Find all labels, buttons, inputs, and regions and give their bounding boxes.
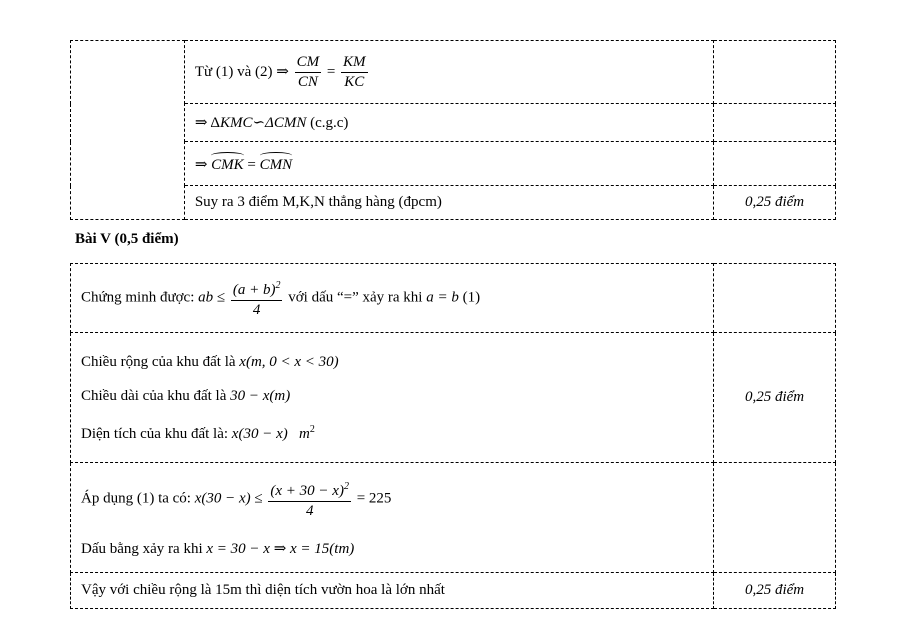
exponent: 2 <box>275 280 281 291</box>
step-text: (c.g.c) <box>306 115 349 131</box>
step-cell <box>184 142 713 186</box>
step-text: ⇒ <box>194 157 212 173</box>
step-math: = 225 <box>352 489 392 506</box>
empty-cell <box>71 41 185 220</box>
score-cell <box>714 463 836 573</box>
unit: m <box>298 425 310 442</box>
step-cell <box>184 104 713 142</box>
line <box>81 539 703 559</box>
solution-table-part4 <box>70 40 836 220</box>
fraction-numerator: CM <box>295 53 322 73</box>
score-cell <box>714 104 836 142</box>
numerator-text: (x + 30 − x) <box>270 482 344 499</box>
step-text: ⇒ Δ <box>194 115 220 131</box>
step-text: Áp dụng (1) ta có: <box>81 489 195 506</box>
table-row <box>71 463 836 573</box>
table-row <box>71 41 836 104</box>
score-cell <box>714 41 836 104</box>
step-cell <box>71 333 714 463</box>
conclusion-cell: Vậy với chiều rộng là 15m thì diện tích vườn hoa là lớn nhất <box>71 573 714 609</box>
score-cell: 0,25 điểm <box>714 186 836 220</box>
equation-tag: (1) <box>458 289 481 306</box>
step-text: Dấu bằng xảy ra khi <box>81 540 207 557</box>
equals-sign: = <box>326 63 340 80</box>
fraction-denominator: KC <box>344 73 365 90</box>
step-math: x = 30 − x ⇒ x = 15(tm) <box>206 540 355 557</box>
step-math: KMC∽ΔCMN <box>219 115 307 131</box>
step-text: Diện tích của khu đất là: <box>81 425 232 442</box>
angle-symbol: CMN <box>260 153 293 174</box>
fraction <box>341 53 368 92</box>
exponent: 2 <box>309 423 315 435</box>
fraction <box>295 53 322 92</box>
fraction-numerator <box>268 477 351 502</box>
step-math: x(30 − x) <box>231 425 288 442</box>
solution-table-part5 <box>70 263 836 609</box>
step-cell <box>71 264 714 333</box>
step-text: Chứng minh được: <box>81 289 199 306</box>
equals-sign: = <box>243 157 260 173</box>
fraction-denominator: 4 <box>252 302 261 318</box>
fraction <box>231 276 283 320</box>
line <box>81 420 703 444</box>
step-cell <box>184 41 713 104</box>
table-row <box>71 104 836 142</box>
table-row <box>71 264 836 333</box>
section-title: Bài V (0,5 điểm) <box>75 231 179 247</box>
score-cell: 0,25 điểm <box>714 333 836 463</box>
line <box>81 352 703 372</box>
fraction-denominator: 4 <box>305 502 314 519</box>
step-math: 30 − x(m) <box>230 387 291 404</box>
table-row <box>71 573 836 609</box>
fraction-numerator <box>231 276 283 301</box>
step-math: x(30 − x) ≤ <box>194 489 267 506</box>
table-row <box>71 333 836 463</box>
exponent: 2 <box>343 480 349 492</box>
step-text: Chiều rộng của khu đất là <box>81 353 240 370</box>
conclusion-cell: Suy ra 3 điểm M,K,N thẳng hàng (đpcm) <box>184 186 713 220</box>
step-text: Từ (1) và (2) ⇒ <box>194 63 293 80</box>
fraction-denominator: CN <box>297 73 318 90</box>
fraction-numerator: KM <box>341 53 368 73</box>
step-math: ab ≤ <box>198 289 229 306</box>
step-math: x(m, 0 < x < 30) <box>239 353 339 370</box>
score-cell <box>714 264 836 333</box>
score-cell: 0,25 điểm <box>714 573 836 609</box>
angle-symbol: CMK <box>211 153 244 174</box>
step-text: Chiều dài của khu đất là <box>81 387 231 404</box>
table-row <box>71 186 836 220</box>
table-row <box>71 142 836 186</box>
fraction <box>268 477 351 521</box>
score-cell <box>714 142 836 186</box>
step-cell <box>71 463 714 573</box>
line <box>81 386 703 406</box>
step-text: với dấu “=” xảy ra khi <box>288 289 427 306</box>
line <box>81 477 703 521</box>
numerator-text: (a + b) <box>232 282 276 298</box>
step-math: a = b <box>426 289 459 306</box>
